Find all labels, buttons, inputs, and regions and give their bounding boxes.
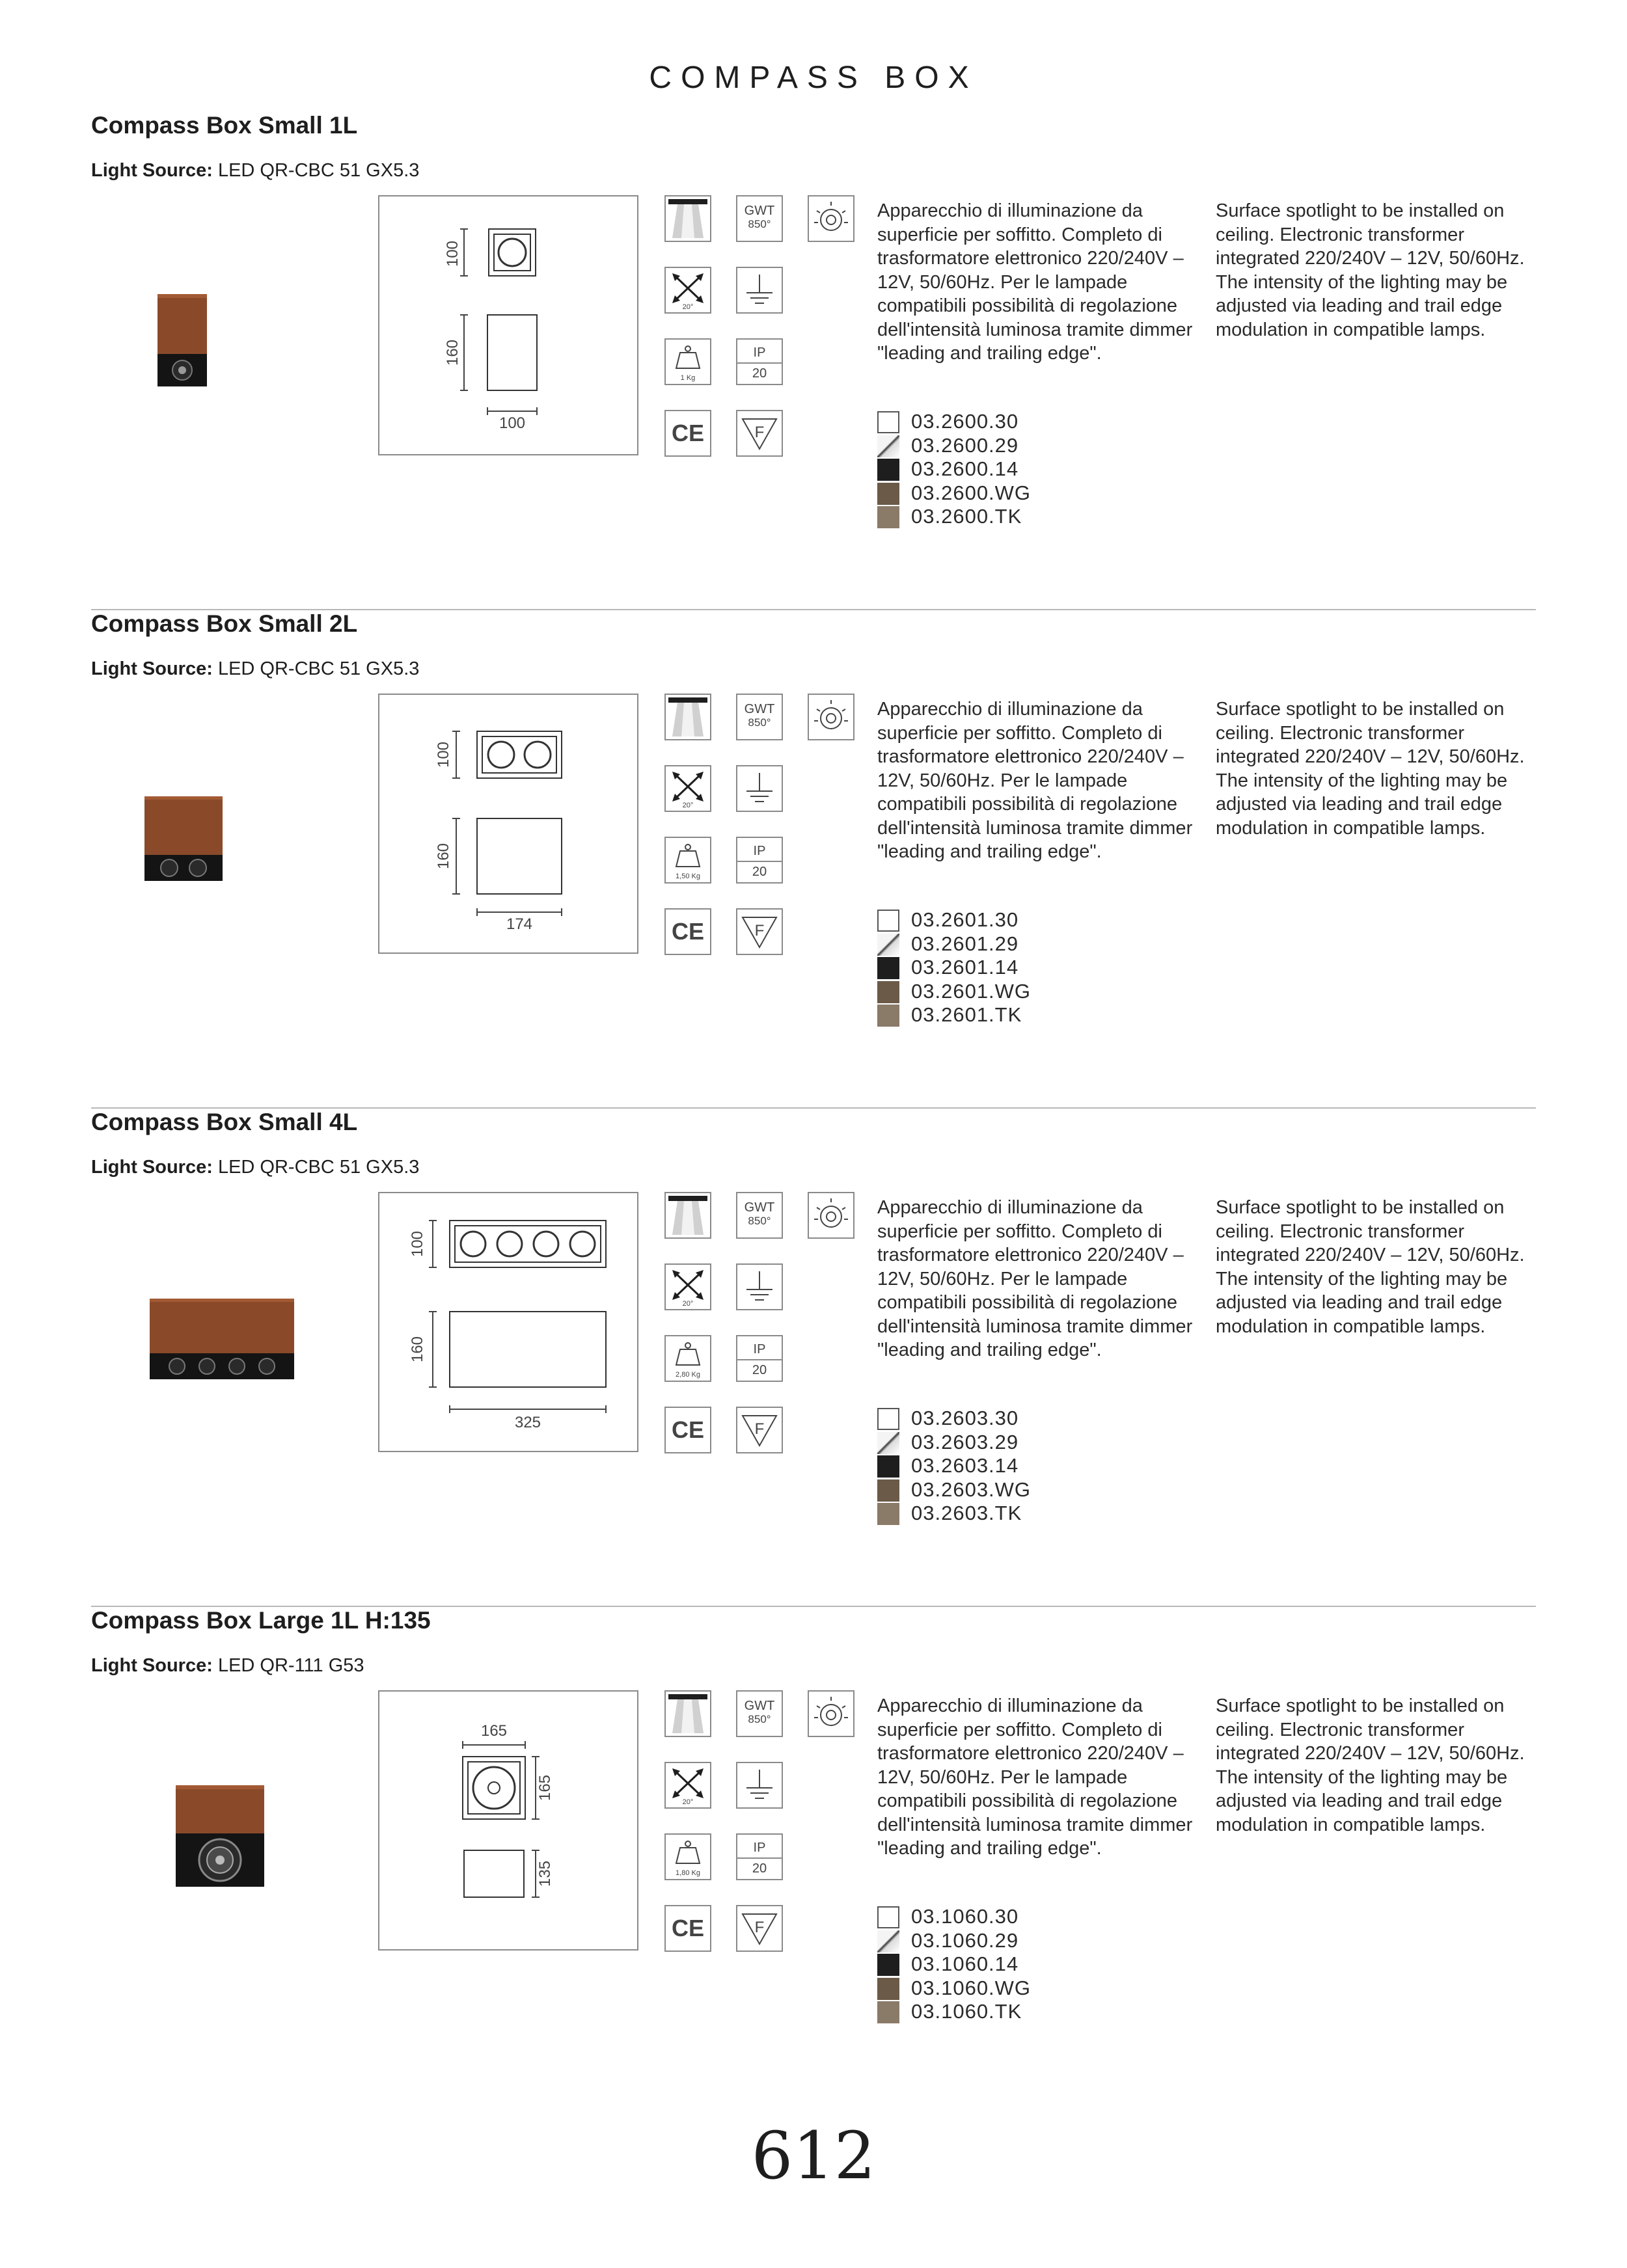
product-photo <box>147 1296 303 1387</box>
code-row: 03.2600.29 <box>877 434 1073 458</box>
white-swatch <box>877 1408 899 1430</box>
svg-text:IP: IP <box>753 1342 766 1357</box>
weight-icon <box>664 1833 711 1880</box>
code-row: 03.2600.TK <box>877 505 1073 529</box>
ce-mark-icon <box>664 908 711 955</box>
code-row: 03.2603.30 <box>877 1407 1073 1431</box>
dim-top-height: 100 <box>435 741 452 768</box>
chrome-swatch <box>877 1930 899 1952</box>
code-row: 03.2601.14 <box>877 956 1073 980</box>
spot-beam-icon <box>664 195 711 242</box>
lamp-bulb-icon <box>808 694 855 740</box>
description-en: Surface spotlight to be installed on ceiling. Electronic transformer integrated 220/240V – 12V, 50/60Hz. The intensity of the lighting may be adjusted via leading and trail edge modulation in compatible lamps. <box>1216 1695 1525 1835</box>
weight-icon <box>664 1335 711 1382</box>
light-source: Light Source: LED QR-CBC 51 GX5.3 <box>91 160 420 181</box>
f-mark-icon <box>736 1905 783 1952</box>
product-photo <box>143 794 247 885</box>
product-photo <box>173 1783 271 1891</box>
code-row: 03.2600.WG <box>877 481 1073 506</box>
spot-beam-icon <box>664 694 711 740</box>
lamp-bulb-icon <box>808 1690 855 1737</box>
ip-rating-icon <box>736 338 783 385</box>
code-row: 03.2601.TK <box>877 1003 1073 1027</box>
description-en: Surface spotlight to be installed on ceiling. Electronic transformer integrated 220/240V – 12V, 50/60Hz. The intensity of the lighting may be adjusted via leading and trail edge modulation in compatible lamps. <box>1216 200 1525 340</box>
code-row: 03.2601.WG <box>877 980 1073 1004</box>
svg-text:CE: CE <box>671 420 705 446</box>
f-mark-icon <box>736 410 783 457</box>
ce-mark-icon <box>664 1407 711 1453</box>
dim-side-height: 135 <box>536 1860 554 1887</box>
page-number: 612 <box>751 2118 876 2194</box>
ip-rating-icon <box>736 1833 783 1880</box>
product-photo <box>143 291 247 389</box>
dim-top-height: 100 <box>444 240 461 267</box>
weight-icon <box>664 837 711 884</box>
dim-width: 165 <box>480 1722 508 1740</box>
wg-swatch <box>877 483 899 505</box>
code-row: 03.2603.14 <box>877 1454 1073 1478</box>
code-row: 03.2600.30 <box>877 410 1073 434</box>
svg-text:F: F <box>754 922 765 939</box>
svg-text:1,80 Kg: 1,80 Kg <box>676 1869 700 1877</box>
white-swatch <box>877 1906 899 1928</box>
svg-text:CE: CE <box>671 1915 705 1941</box>
code-row: 03.2600.14 <box>877 457 1073 481</box>
svg-text:1,50 Kg: 1,50 Kg <box>676 872 700 880</box>
white-swatch <box>877 910 899 932</box>
svg-text:20: 20 <box>752 1363 767 1377</box>
technical-drawing <box>378 1192 638 1452</box>
code-row: 03.2601.30 <box>877 908 1073 932</box>
svg-text:850°: 850° <box>748 716 771 729</box>
svg-text:CE: CE <box>671 918 705 945</box>
product-section <box>91 1607 1536 2105</box>
svg-text:GWT: GWT <box>744 1200 775 1215</box>
f-mark-icon <box>736 908 783 955</box>
dim-width: 174 <box>506 915 533 933</box>
lamp-bulb-icon <box>808 1192 855 1239</box>
ip-rating-icon <box>736 837 783 884</box>
beam-angle-icon <box>664 1263 711 1310</box>
ce-mark-icon <box>664 1905 711 1952</box>
code-row: 03.1060.14 <box>877 1952 1073 1977</box>
svg-text:GWT: GWT <box>744 1699 775 1713</box>
black-swatch <box>877 1455 899 1478</box>
svg-text:20°: 20° <box>682 303 694 311</box>
svg-text:F: F <box>754 1919 765 1936</box>
description-en: Surface spotlight to be installed on ceiling. Electronic transformer integrated 220/240V – 12V, 50/60Hz. The intensity of the lighting may be adjusted via leading and trail edge modulation in compatible lamps. <box>1216 1197 1525 1337</box>
dim-top-height: 100 <box>409 1230 426 1258</box>
chrome-swatch <box>877 435 899 457</box>
tk-swatch <box>877 2001 899 2023</box>
svg-text:20: 20 <box>752 366 767 381</box>
tk-swatch <box>877 506 899 528</box>
code-row: 03.1060.TK <box>877 2000 1073 2024</box>
product-section <box>91 112 1536 610</box>
ce-mark-icon <box>664 410 711 457</box>
dim-side-height: 160 <box>444 339 461 366</box>
ground-icon <box>736 765 783 812</box>
svg-text:F: F <box>754 1420 765 1438</box>
tk-swatch <box>877 1503 899 1525</box>
ground-icon <box>736 1762 783 1809</box>
page-title: COMPASS BOX <box>649 61 978 95</box>
gwt-icon <box>736 1690 783 1737</box>
black-swatch <box>877 1954 899 1976</box>
product-section <box>91 1109 1536 1607</box>
section-title: Compass Box Large 1L H:135 <box>91 1607 431 1634</box>
dim-width: 325 <box>514 1414 541 1431</box>
section-title: Compass Box Small 2L <box>91 610 358 637</box>
chrome-swatch <box>877 1432 899 1454</box>
ip-rating-icon <box>736 1335 783 1382</box>
ground-icon <box>736 267 783 314</box>
svg-text:CE: CE <box>671 1416 705 1443</box>
ground-icon <box>736 1263 783 1310</box>
gwt-icon <box>736 694 783 740</box>
f-mark-icon <box>736 1407 783 1453</box>
product-section <box>91 610 1536 1109</box>
description-en: Surface spotlight to be installed on ceiling. Electronic transformer integrated 220/240V – 12V, 50/60Hz. The intensity of the lighting may be adjusted via leading and trail edge modulation in compatible lamps. <box>1216 699 1525 839</box>
wg-swatch <box>877 1479 899 1502</box>
technical-drawing <box>378 694 638 954</box>
beam-angle-icon <box>664 765 711 812</box>
svg-text:850°: 850° <box>748 1713 771 1725</box>
technical-drawing <box>378 1690 638 1951</box>
code-row: 03.1060.30 <box>877 1905 1073 1929</box>
svg-text:850°: 850° <box>748 218 771 230</box>
lamp-bulb-icon <box>808 195 855 242</box>
svg-text:20°: 20° <box>682 1798 694 1806</box>
beam-angle-icon <box>664 267 711 314</box>
svg-text:20: 20 <box>752 865 767 879</box>
dim-side-height: 160 <box>435 843 452 870</box>
light-source: Light Source: LED QR-CBC 51 GX5.3 <box>91 658 420 679</box>
code-row: 03.1060.WG <box>877 1977 1073 2001</box>
svg-text:20: 20 <box>752 1861 767 1876</box>
white-swatch <box>877 411 899 433</box>
section-title: Compass Box Small 4L <box>91 1109 358 1135</box>
description-it: Apparecchio di illuminazione da superficie per soffitto. Completo di trasformatore elettronico 220/240V – 12V, 50/60Hz. Per le lampade compatibili possibilità di regolazione dell'intensità luminosa tramite dimmer "leading and trailing edge". <box>877 1197 1193 1360</box>
light-source: Light Source: LED QR-CBC 51 GX5.3 <box>91 1157 420 1178</box>
description-it: Apparecchio di illuminazione da superficie per soffitto. Completo di trasformatore elettronico 220/240V – 12V, 50/60Hz. Per le lampade compatibili possibilità di regolazione dell'intensità luminosa tramite dimmer "leading and trailing edge". <box>877 1695 1193 1859</box>
code-row: 03.2601.29 <box>877 932 1073 956</box>
dim-width: 100 <box>499 414 526 432</box>
tk-swatch <box>877 1005 899 1027</box>
svg-text:20°: 20° <box>682 1300 694 1308</box>
description-it: Apparecchio di illuminazione da superficie per soffitto. Completo di trasformatore elettronico 220/240V – 12V, 50/60Hz. Per le lampade compatibili possibilità di regolazione dell'intensità luminosa tramite dimmer "leading and trailing edge". <box>877 200 1193 364</box>
code-row: 03.2603.TK <box>877 1502 1073 1526</box>
svg-text:1 Kg: 1 Kg <box>680 374 696 382</box>
code-row: 03.1060.29 <box>877 1929 1073 1953</box>
svg-text:2,80 Kg: 2,80 Kg <box>676 1371 700 1379</box>
svg-text:GWT: GWT <box>744 702 775 716</box>
description-it: Apparecchio di illuminazione da superficie per soffitto. Completo di trasformatore elettronico 220/240V – 12V, 50/60Hz. Per le lampade compatibili possibilità di regolazione dell'intensità luminosa tramite dimmer "leading and trailing edge". <box>877 699 1193 862</box>
svg-text:20°: 20° <box>682 802 694 809</box>
svg-text:850°: 850° <box>748 1215 771 1227</box>
chrome-swatch <box>877 934 899 956</box>
svg-text:GWT: GWT <box>744 204 775 218</box>
gwt-icon <box>736 195 783 242</box>
svg-text:F: F <box>754 424 765 441</box>
light-source: Light Source: LED QR-111 G53 <box>91 1655 364 1676</box>
dim-top-height: 165 <box>536 1774 554 1802</box>
spot-beam-icon <box>664 1192 711 1239</box>
wg-swatch <box>877 1978 899 2000</box>
technical-drawing <box>378 195 638 455</box>
weight-icon <box>664 338 711 385</box>
section-title: Compass Box Small 1L <box>91 112 358 139</box>
gwt-icon <box>736 1192 783 1239</box>
code-row: 03.2603.29 <box>877 1431 1073 1455</box>
svg-text:IP: IP <box>753 345 766 360</box>
black-swatch <box>877 957 899 979</box>
dim-side-height: 160 <box>409 1336 426 1363</box>
spot-beam-icon <box>664 1690 711 1737</box>
beam-angle-icon <box>664 1762 711 1809</box>
black-swatch <box>877 459 899 481</box>
code-row: 03.2603.WG <box>877 1478 1073 1502</box>
svg-text:IP: IP <box>753 1841 766 1855</box>
wg-swatch <box>877 981 899 1003</box>
svg-text:IP: IP <box>753 844 766 858</box>
